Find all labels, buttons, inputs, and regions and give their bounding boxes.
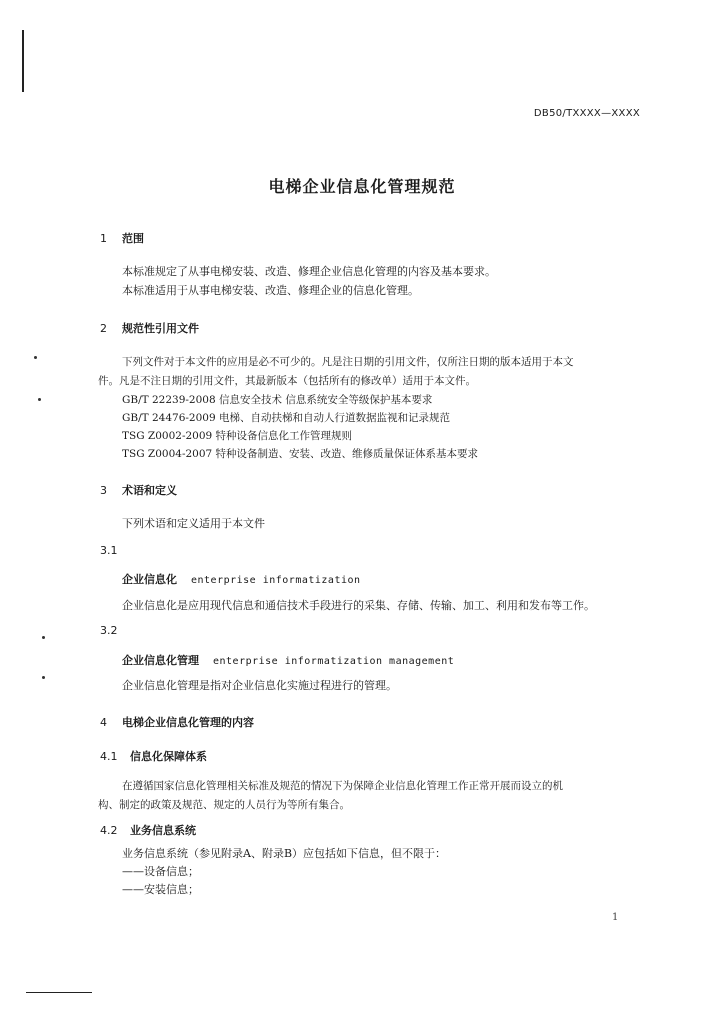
paragraph: 本标准规定了从事电梯安装、改造、修理企业信息化管理的内容及基本要求。 bbox=[122, 265, 496, 278]
section-number: 4.2 bbox=[100, 824, 118, 837]
paragraph: 在遵循国家信息化管理相关标准及规范的情况下为保障企业信息化管理工作正常开展而设立的机 bbox=[122, 780, 563, 792]
subsection-4-2-heading bbox=[100, 822, 196, 838]
term-definition: 企业信息化管理是指对企业信息化实施过程进行的管理。 bbox=[122, 679, 397, 692]
section-number: 1 bbox=[100, 232, 107, 245]
section-title: 电梯企业信息化管理的内容 bbox=[122, 716, 254, 729]
term-chinese: 企业信息化管理 bbox=[122, 654, 199, 667]
list-item: ——安装信息； bbox=[122, 883, 199, 896]
reference-item: TSG Z0004-2007 特种设备制造、安装、改造、维修质量保证体系基本要求 bbox=[122, 448, 479, 460]
section-title: 范围 bbox=[122, 232, 144, 245]
paragraph: 构、制定的政策及规范、规定的人员行为等所有集合。 bbox=[98, 799, 350, 811]
section-4-heading bbox=[100, 714, 254, 730]
list-item: ——设备信息； bbox=[122, 865, 199, 878]
term-chinese: 企业信息化 bbox=[122, 573, 177, 586]
document-title: 电梯企业信息化管理规范 bbox=[268, 177, 456, 196]
term-number: 3.2 bbox=[100, 624, 118, 637]
section-title: 信息化保障体系 bbox=[130, 750, 207, 763]
section-number: 3 bbox=[100, 484, 107, 497]
section-2-heading bbox=[100, 320, 199, 336]
paragraph: 业务信息系统（参见附录A、附录B）应包括如下信息，但不限于： bbox=[122, 847, 447, 860]
scan-bottom-line bbox=[26, 992, 92, 993]
paragraph: 件。凡是不注日期的引用文件，其最新版本（包括所有的修改单）适用于本文件。 bbox=[98, 375, 476, 387]
scan-edge-mark bbox=[22, 30, 24, 92]
scan-dot bbox=[42, 636, 45, 639]
term-number: 3.1 bbox=[100, 544, 118, 557]
paragraph: 本标准适用于从事电梯安装、改造、修理企业的信息化管理。 bbox=[122, 284, 419, 297]
section-number: 4.1 bbox=[100, 750, 118, 763]
scan-dot bbox=[34, 356, 37, 359]
reference-item: GB/T 24476-2009 电梯、自动扶梯和自动人行道数据监视和记录规范 bbox=[122, 412, 450, 424]
reference-item: TSG Z0002-2009 特种设备信息化工作管理规则 bbox=[122, 430, 353, 442]
section-3-heading bbox=[100, 482, 177, 498]
section-number: 2 bbox=[100, 322, 107, 335]
subsection-4-1-heading bbox=[100, 748, 207, 764]
term-definition: 企业信息化是应用现代信息和通信技术手段进行的采集、存储、传输、加工、利用和发布等工作。 bbox=[122, 599, 595, 612]
document-code: DB50/TXXXX—XXXX bbox=[533, 108, 640, 119]
paragraph: 下列文件对于本文件的应用是必不可少的。凡是注日期的引用文件，仅所注日期的版本适用于本文 bbox=[122, 356, 574, 368]
scan-dot bbox=[42, 676, 45, 679]
section-title: 术语和定义 bbox=[122, 484, 177, 497]
term-english: enterprise informatization management bbox=[213, 656, 455, 667]
scan-dot bbox=[38, 398, 41, 401]
page-number: 1 bbox=[612, 912, 619, 923]
section-title: 规范性引用文件 bbox=[122, 322, 199, 335]
section-1-heading bbox=[100, 230, 144, 246]
paragraph: 下列术语和定义适用于本文件 bbox=[122, 517, 265, 530]
section-title: 业务信息系统 bbox=[130, 824, 196, 837]
section-number: 4 bbox=[100, 716, 107, 729]
term-entry bbox=[122, 571, 361, 587]
reference-item: GB/T 22239-2008 信息安全技术 信息系统安全等级保护基本要求 bbox=[122, 394, 433, 406]
term-english: enterprise informatization bbox=[191, 575, 361, 586]
term-entry bbox=[122, 652, 454, 668]
